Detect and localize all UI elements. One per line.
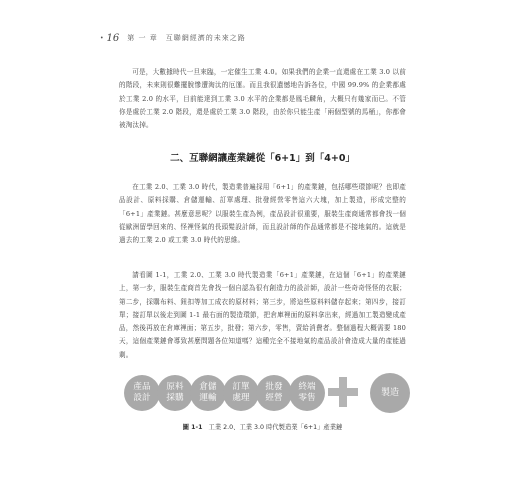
chain-step-order-processing: [223, 375, 259, 411]
section-heading: 二、互聯網讓產業鏈從「6+1」到「4+0」: [170, 153, 355, 164]
chain-step-label: 經營: [265, 393, 283, 403]
figure-caption: [119, 422, 406, 431]
chain-step-label: 運輸: [199, 393, 217, 403]
chain-step-label: 批發: [265, 382, 283, 392]
running-title: 互聯網經濟的未來之路: [165, 34, 246, 42]
chain-step-material-purchase: [157, 375, 193, 411]
page-number: 16: [106, 32, 120, 44]
chain-step-product-design: [124, 375, 160, 411]
paragraph-1: 可是，大數據時代一旦來臨，一定催生工業 4.0。如果我們的企業一直還處在工業 3.0 以前的階段，未來則很難擺脫慘遭淘汰的厄運。而且我很遺憾地告訴各位，中國 99.9% 的企業都處於工業 2.0 的水平，目前能達到工業 3.0 水平的企業都是鳳毛麟角，大概只有幾家而已。不管你是處於工業 2.0 階段，還是處於工業 3.0 階段，由於你只能生產「兩個型號的馬桶」，你都會被淘汰掉。: [119, 68, 406, 130]
chain-final-label: 製造: [380, 387, 399, 398]
chain-step-manufacturing: [370, 373, 410, 413]
plus-icon: [328, 377, 358, 407]
paragraph-2: 在工業 2.0、工業 3.0 時代，製造業普遍採用「6+1」的產業鏈，包括哪些環節呢？也即產品設計、原料採購、倉儲運輸、訂單處理、批發經營零售這六大塊，加上製造，形成完整的「6+1」產業鏈。甚麼意思呢？以服裝生產為例，產品設計很重要，服裝生產商通常都會找一個從歐洲留學回來的、怪裡怪氣的長頭髮設計師，而且設計師的作品通常都是不接地氣的。這就是過去的工業 2.0 或工業 3.0 時代的思維。: [119, 183, 406, 245]
industry-chain-figure: [124, 373, 414, 417]
figure-number: 圖 1-1: [182, 424, 203, 431]
chain-step-storage-transport: [190, 375, 226, 411]
chain-step-label: 設計: [133, 393, 151, 403]
chain-step-label: 訂單: [232, 382, 250, 392]
chain-step-label: 原料: [166, 382, 184, 392]
chapter-label: 第 一 章: [127, 34, 158, 42]
chain-step-retail: [289, 375, 325, 411]
running-head: [100, 31, 246, 45]
chain-step-label: 終端: [298, 382, 316, 392]
chain-step-wholesale: [256, 375, 292, 411]
paragraph-3: 請看圖 1-1，工業 2.0、工業 3.0 時代製造業「6+1」產業鏈，在這個「6+1」的產業鏈上，第一步，服裝生產商首先會找一個自認為很有創造力的設計師，設計一些奇奇怪怪的衣服；第二步，採購布料、鈕扣等加工成衣的原材料；第三步，將這些原料料儲存起來；第四步，接訂單；接訂單以後走到圖 1-1 最右面的製造環節，把倉庫裡面的原料拿出來，經過加工製造變成產品，然後再放在倉庫裡面；第五步，批發；第六步，零售，賣給消費者。整個過程大概需要 180 天，這個產業鏈會導致甚麼問題各位知道嗎？這種完全不接地氣的產品設計會造成大量的產能過剩。: [119, 271, 406, 359]
chain-step-label: 採購: [166, 393, 184, 403]
chain-step-label: 產品: [133, 382, 151, 392]
chain-step-label: 零售: [298, 393, 316, 403]
bullet-dot-icon: •: [100, 34, 104, 42]
chain-step-label: 處理: [232, 393, 250, 403]
figure-caption-text: 工業 2.0、工業 3.0 時代製造業「6+1」產業鏈: [208, 424, 343, 431]
chain-step-label: 倉儲: [199, 382, 217, 392]
